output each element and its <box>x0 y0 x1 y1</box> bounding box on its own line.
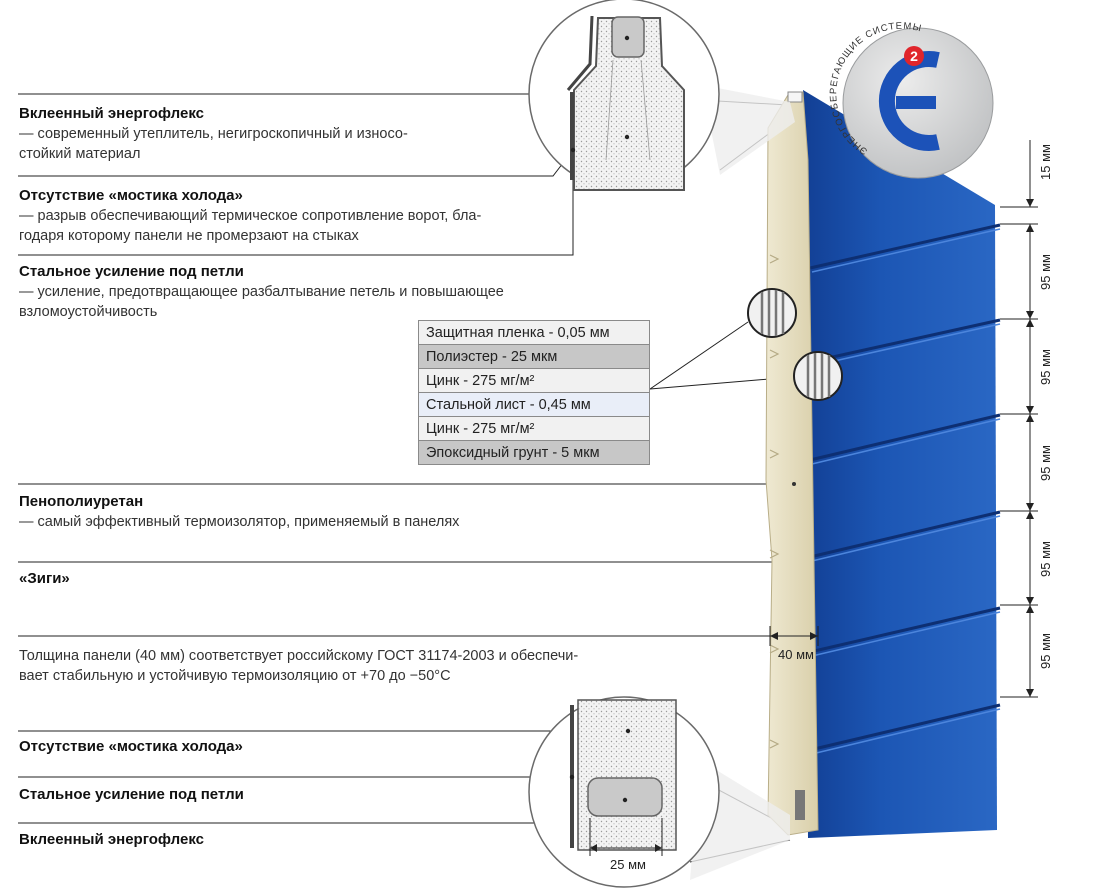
detail-circle-bottom <box>529 697 790 887</box>
label-title: Стальное усиление под петли <box>19 786 244 803</box>
note-line: Толщина панели (40 мм) соответствует российскому ГОСТ 31174-2003 и обеспечи- <box>19 648 579 664</box>
layer-row <box>419 321 650 345</box>
dim-95-5: 95 мм <box>1038 633 1053 669</box>
label-description: взломоустойчивость <box>19 304 158 320</box>
layer-cell: Стальной лист - 0,45 мм <box>419 393 650 417</box>
thickness-note <box>19 646 679 686</box>
label-description: — разрыв обеспечивающий термическое сопротивление ворот, бла- <box>19 208 482 224</box>
label-description: — самый эффективный термоизолятор, применяемый в панелях <box>19 514 460 530</box>
label-title: Вклеенный энергофлекс <box>19 105 204 122</box>
layer-row <box>419 369 650 393</box>
label-hinge-reinforcement-top <box>19 262 639 322</box>
label-title: Отсутствие «мостика холода» <box>19 738 243 755</box>
label-description: — современный утеплитель, негигроскопичный и износо- <box>19 126 408 142</box>
label-hinge-reinforcement-bottom <box>19 785 559 805</box>
label-cold-bridge-top <box>19 186 639 246</box>
dim-15: 15 мм <box>1038 144 1053 180</box>
coating-layers-table <box>418 320 650 465</box>
label-title: Стальное усиление под петли <box>19 263 244 280</box>
label-zigi <box>19 569 639 589</box>
label-title: «Зиги» <box>19 570 70 587</box>
dim-95-3: 95 мм <box>1038 445 1053 481</box>
note-line: вает стабильную и устойчивую термоизоляцию от +70 до −50°С <box>19 668 451 684</box>
layer-cell: Полиэстер - 25 мкм <box>419 345 650 369</box>
label-energoflex-bottom <box>19 830 559 850</box>
label-polyurethane <box>19 492 639 532</box>
layer-row <box>419 393 650 417</box>
label-cold-bridge-bottom <box>19 737 559 757</box>
dim-95-4: 95 мм <box>1038 541 1053 577</box>
insert-width-label: 25 мм <box>610 857 646 872</box>
label-description: стойкий материал <box>19 146 141 162</box>
dim-95-1: 95 мм <box>1038 254 1053 290</box>
layer-cell: Эпоксидный грунт - 5 мкм <box>419 441 650 465</box>
label-energoflex-top <box>19 104 639 164</box>
layer-row <box>419 417 650 441</box>
badge-text: ЭНЕРГОСБЕРЕГАЮЩИЕ СИСТЕМЫ <box>828 20 924 157</box>
dim-95-2: 95 мм <box>1038 349 1053 385</box>
panel-thickness-label: 40 мм <box>778 647 814 662</box>
panel-blue-face <box>803 90 1000 838</box>
layer-row <box>419 441 650 465</box>
label-title: Отсутствие «мостика холода» <box>19 187 243 204</box>
label-title: Пенополиуретан <box>19 493 144 510</box>
layer-cell: Защитная пленка - 0,05 мм <box>419 321 650 345</box>
layer-row <box>419 345 650 369</box>
layer-cell: Цинк - 275 мг/м² <box>419 369 650 393</box>
label-title: Вклеенный энергофлекс <box>19 831 204 848</box>
badge-number: 2 <box>910 48 918 64</box>
label-description: — усиление, предотвращающее разбалтывание петель и повышающее <box>19 284 504 300</box>
label-description: годаря которому панели не промерзают на стыках <box>19 228 359 244</box>
layer-cell: Цинк - 275 мг/м² <box>419 417 650 441</box>
